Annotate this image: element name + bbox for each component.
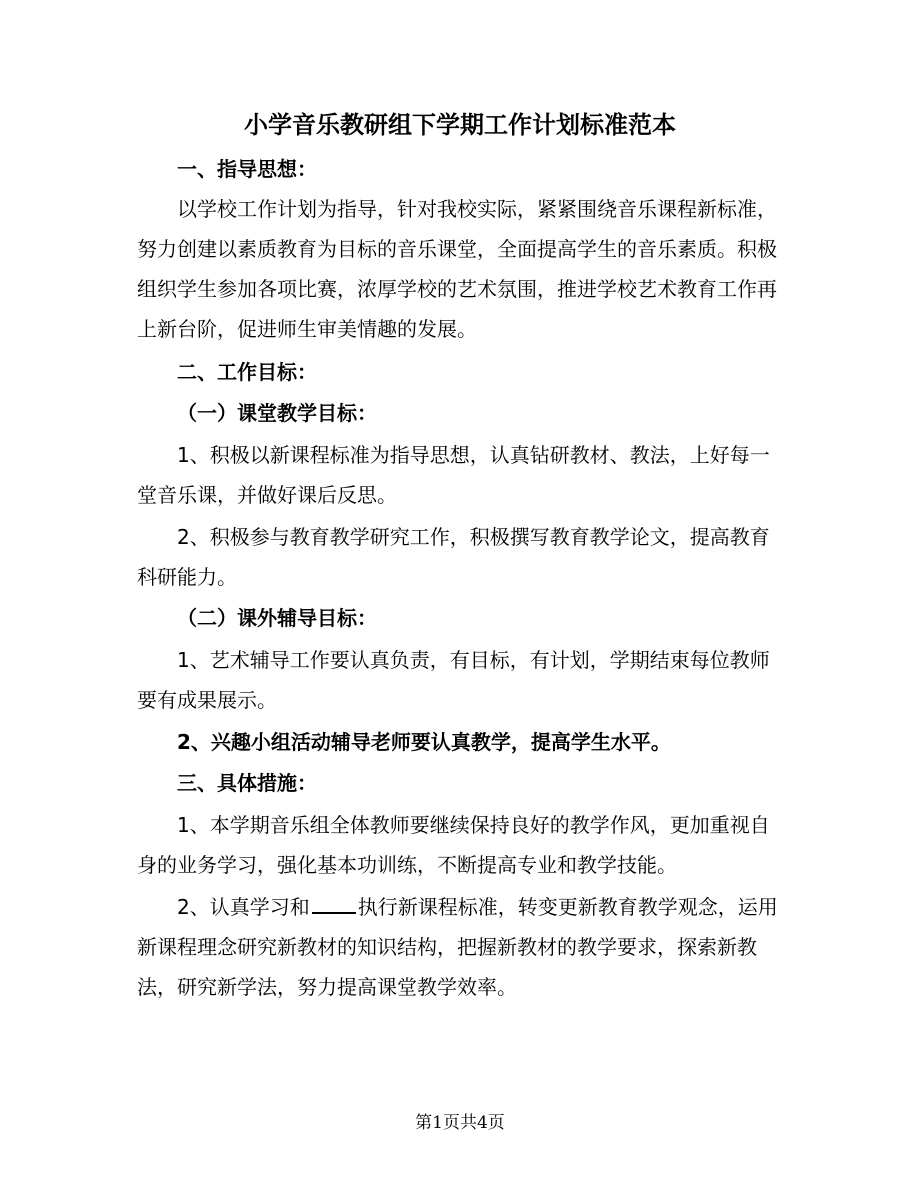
list-item-classroom-goal-2: 2、积极参与教育教学研究工作，积极撰写教育教学论文，提高教育科研能力。: [137, 525, 770, 589]
list-item-measure-2: [137, 887, 783, 1007]
subsection-heading-classroom-goals: （一）课堂教学目标：: [177, 401, 377, 425]
section-heading-specific-measures: 三、具体措施：: [177, 771, 317, 795]
list-item-extracurricular-goal-2: 2、兴趣小组活动辅导老师要认真教学，提高学生水平。: [177, 730, 671, 754]
subsection-heading-extracurricular-goals: （二）课外辅导目标：: [177, 606, 377, 630]
list-item-classroom-goal-1: 1、积极以新课程标准为指导思想，认真钻研教材、教法，上好每一堂音乐课，并做好课后反思。: [137, 443, 770, 507]
document-body: [137, 150, 783, 1007]
section-heading-guiding-ideology: 一、指导思想：: [177, 157, 317, 181]
page-footer: 第1页共4页: [415, 1113, 505, 1133]
list-item-extracurricular-goal-1: 1、艺术辅导工作要认真负责，有目标，有计划，学期结束每位教师要有成果展示。: [137, 648, 770, 712]
paragraph-guiding-ideology: 以学校工作计划为指导，针对我校实际，紧紧围绕音乐课程新标准，努力创建以素质教育为目标的音乐课堂，全面提高学生的音乐素质。积极组织学生参加各项比赛，浓厚学校的艺术氛围，推进学校艺术教育工作再上新台阶，促进师生审美情趣的发展。: [137, 197, 777, 341]
document-title: 小学音乐教研组下学期工作计划标准范本: [244, 111, 676, 139]
measure-2-text-after: 执行新课程标准，转变更新教育教学观念，运用新课程理念研究新教材的知识结构，把握新教材的教学要求，探索新教法，研究新学法，努力提高课堂教学效率。: [137, 895, 778, 999]
fill-in-blank: [312, 894, 356, 914]
list-item-measure-1: 1、本学期音乐组全体教师要继续保持良好的教学作风，更加重视自身的业务学习，强化基本功训练，不断提高专业和教学技能。: [137, 813, 770, 877]
measure-2-text-before: 2、认真学习和: [177, 895, 310, 919]
section-heading-work-goals: 二、工作目标：: [177, 360, 317, 384]
